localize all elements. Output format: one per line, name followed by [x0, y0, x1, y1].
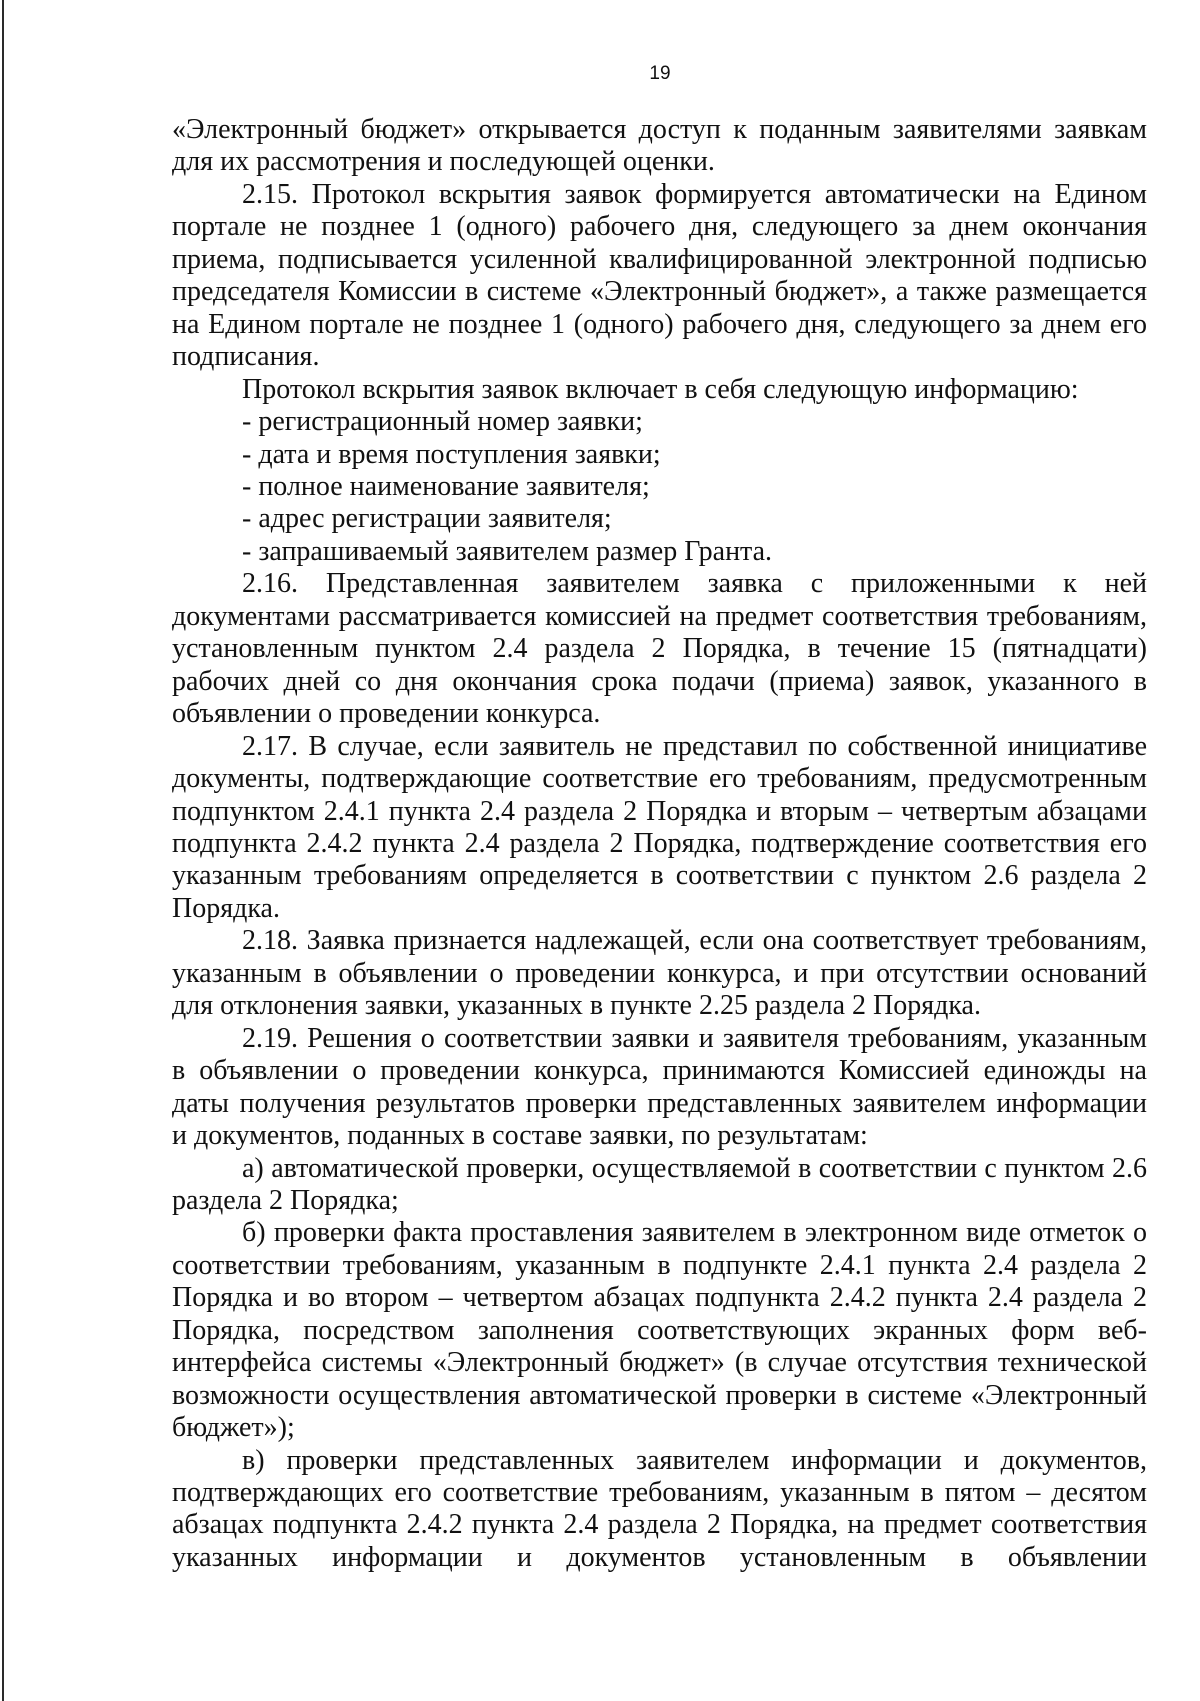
- sub-item-v: в) проверки представленных заявителем информации и документов, подтверждающих его соответствие требованиям, указанным в пятом – десятом абзацах подпункта 2.4.2 пункта 2.4 раздела 2 Порядка, на предмет соответствия указанных информации и документов установленным в объявлении: [172, 1444, 1147, 1573]
- document-body: [172, 114, 1147, 1574]
- sub-item-a: а) автоматической проверки, осуществляемой в соответствии с пунктом 2.6 раздела 2 Порядка;: [172, 1152, 1147, 1216]
- list-item-full-name: - полное наименование заявителя;: [242, 470, 650, 502]
- list-item-registration-number: - регистрационный номер заявки;: [242, 406, 643, 438]
- paragraph-2-16: 2.16. Представленная заявителем заявка с приложенными к ней документами рассматривается комиссией на предмет соответствия требованиям, установленным пунктом 2.4 раздела 2 Порядка, в течение 15 (пятнадцати) рабочих дней со дня окончания срока подачи (приема) заявок, указанного в объявлении о проведении конкурса.: [172, 568, 1147, 730]
- page-number: 19: [649, 63, 671, 84]
- paragraph-2-15: 2.15. Протокол вскрытия заявок формируется автоматически на Едином портале не позднее 1 (одного) рабочего дня, следующего за днем окончания приема, подписывается усиленной квалифицированной электронной подписью председателя Комиссии в системе «Электронный бюджет», а также размещается на Едином портале не позднее 1 (одного) рабочего дня, следующего за днем его подписания.: [172, 178, 1147, 373]
- sub-item-b: б) проверки факта проставления заявителем в электронном виде отметок о соответствии требованиям, указанным в подпункте 2.4.1 пункта 2.4 раздела 2 Порядка и во втором – четвертом абзацах подпункта 2.4.2 пункта 2.4 раздела 2 Порядка, посредством заполнения соответствующих экранных форм веб-интерфейса системы «Электронный бюджет» (в случае отсутствия технической возможности осуществления автоматической проверки в системе «Электронный бюджет»);: [172, 1217, 1147, 1444]
- paragraph-2-18: 2.18. Заявка признается надлежащей, если она соответствует требованиям, указанным в объявлении о проведении конкурса, и при отсутствии оснований для отклонения заявки, указанных в пункте 2.25 раздела 2 Порядка.: [172, 925, 1147, 1022]
- list-item-date-time: - дата и время поступления заявки;: [242, 438, 661, 470]
- paragraph-continuation: «Электронный бюджет» открывается доступ к поданным заявителями заявкам для их рассмотрения и последующей оценки.: [172, 114, 1147, 178]
- paragraph-2-19: 2.19. Решения о соответствии заявки и заявителя требованиям, указанным в объявлении о проведении конкурса, принимаются Комиссией единожды на даты получения результатов проверки представленных заявителем информации и документов, поданных в составе заявки, по результатам:: [172, 1022, 1147, 1152]
- list-item-grant-size: - запрашиваемый заявителем размер Гранта.: [242, 535, 773, 567]
- scan-edge-line: [2, 0, 4, 1701]
- list-item-address: - адрес регистрации заявителя;: [242, 503, 612, 535]
- paragraph-2-17: 2.17. В случае, если заявитель не представил по собственной инициативе документы, подтверждающие соответствие его требованиям, предусмотренным подпунктом 2.4.1 пункта 2.4 раздела 2 Порядка и вторым – четвертым абзацами подпункта 2.4.2 пункта 2.4 раздела 2 Порядка, подтверждение соответствия его указанным требованиям определяется в соответствии с пунктом 2.6 раздела 2 Порядка.: [172, 730, 1147, 924]
- paragraph-protocol-contents: Протокол вскрытия заявок включает в себя следующую информацию:: [242, 373, 1079, 405]
